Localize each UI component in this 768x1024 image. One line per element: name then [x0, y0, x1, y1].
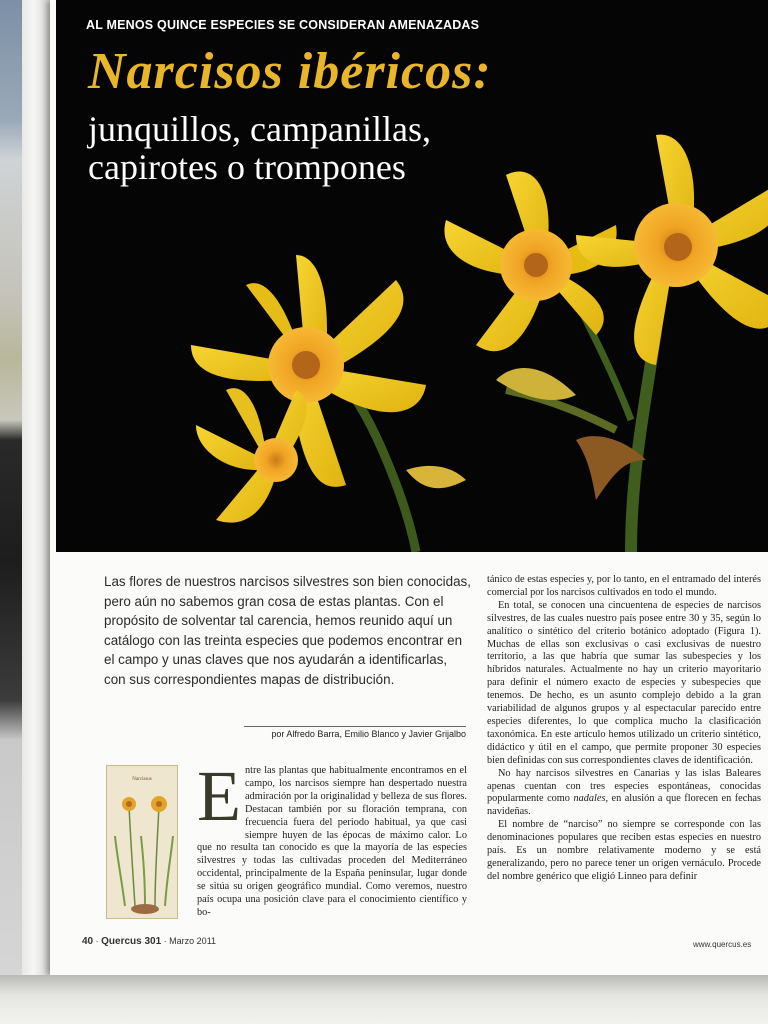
article-column-left [197, 756, 467, 920]
scan-bottom-edge [0, 975, 768, 1024]
article-subtitle [88, 110, 431, 186]
page-number: 40 [82, 936, 94, 947]
paragraph-3-emphasis: nadales [573, 793, 606, 805]
subtitle-line-1: junquillos, campanillas, [88, 109, 431, 149]
article-column-right [487, 574, 761, 884]
narcissus-photo [56, 0, 768, 552]
drop-cap: E [197, 756, 241, 836]
footer-separator-1: · [93, 936, 102, 946]
magazine-issue: Quercus 301 [101, 936, 162, 947]
paragraph-4: El nombre de “narciso” no siempre se corresponde con las denominaciones populares que reciben estas especies en nuestro país. Es un nombre relativamente moderno y se está generalizando, pero no parece tener un origen vernáculo. Procede del nombre genérico que eligió Linneo para definir [487, 819, 761, 882]
paragraph-1: tánico de estas especies y, por lo tanto, en el entramado del interés comercial por los narcisos cultivados en todo el mundo. [487, 574, 761, 598]
footer-separator-2: · [161, 936, 170, 946]
website-url: www.quercus.es [693, 940, 752, 949]
paragraph-3-text-a: No hay narcisos silvestres en Canarias y las islas Baleares apenas cuentan con tres especies espontáneas, conocidas popularmente como [487, 767, 761, 805]
narcissus-drawing [107, 766, 177, 918]
subtitle-line-2: capirotes o trompones [88, 147, 406, 187]
page-fold [22, 0, 52, 980]
paragraph-3-text-b: , en alusión a que florecen en fechas navideñas. [487, 793, 761, 818]
article-lead: Las flores de nuestros narcisos silvestres son bien conocidas, pero aún no sabemos gran cosa de estas plantas. Con el propósito de solventar tal carencia, hemos reunido aquí un catálogo con las treinta especies que podemos encontrar en el campo y unas claves que nos ayudarán a identificarlas, con sus correspondientes mapas de distribución. [104, 574, 471, 687]
paragraph-2: En total, se conocen una cincuentena de especies de narcisos silvestres, de las cuales nuestro país posee entre 30 y 35, según lo analítico o sintético del criterio botánico adoptado (Figura 1). Muchas de ellas son exclusivas o casi exclusivas de nuestro territorio, a las que habría que sumar las subespecies y los híbridos naturales. Actualmente no hay un criterio mayoritario para definir el número exacto de especies y subespecies que tenemos. De hecho, es un asunto complejo debido a la gran variabilidad de algunos grupos y al espectacular parecido entre especies diferentes, lo que complica mucho la clasificación taxonómica. En este artículo hemos utilizado un criterio sintético, didáctico y útil en el campo, que permite proponer 30 especies bien definidas con sus correspondientes claves de identificación. [487, 599, 761, 766]
paragraph-3 [487, 768, 761, 820]
page-footer [82, 936, 216, 947]
column-left-text: ntre las plantas que habitualmente encontramos en el campo, los narcisos siempre han despertado nuestra admiración por la originalidad y belleza de sus flores. Destacan también por su floración temprana, con frecuencia fuera del periodo habitual, ya que casi siempre huyen de las épocas de máximo calor. Lo que no resulta tan conocido es que la mayoría de las especies silvestres y todas las cultivadas proceden del Mediterráneo occidental, principalmente de la España peninsular, lugar donde se sitúa su origen geográfico mundial. Como veremos, nuestro país ocupa una posición clave para el conocimiento científico y bo- [197, 765, 467, 918]
article-kicker: AL MENOS QUINCE ESPECIES SE CONSIDERAN AMENAZADAS [86, 18, 480, 32]
article-byline: por Alfredo Barra, Emilio Blanco y Javier Grijalbo [244, 726, 466, 739]
article-title: Narcisos ibéricos: [88, 43, 492, 100]
illustration-caption: Narcissus [132, 777, 152, 782]
issue-date: Marzo 2011 [169, 936, 217, 946]
botanical-illustration [106, 765, 178, 919]
